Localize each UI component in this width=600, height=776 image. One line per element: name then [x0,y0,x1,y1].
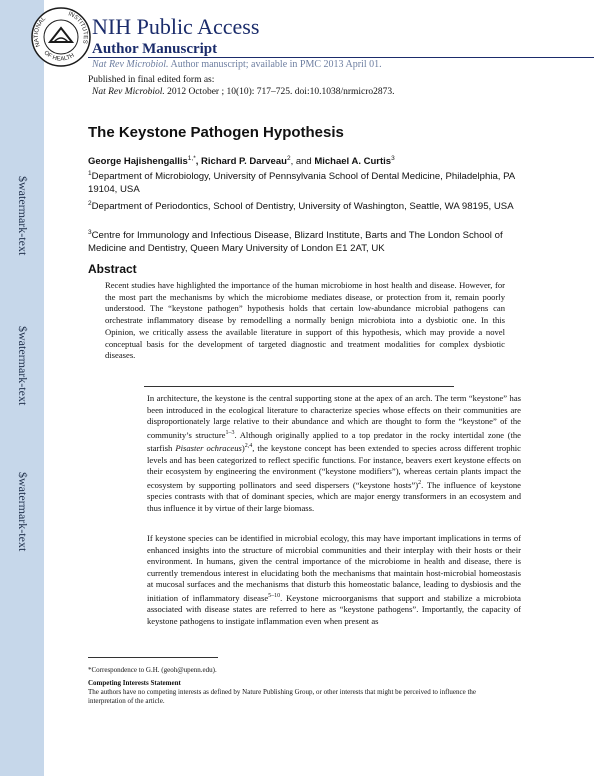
body-paragraph: In architecture, the keystone is the central supporting stone at the apex of an arch. The term “keystone” has been introduced in the ecological literature to characterize species whose effects on their communities are disproportionately large relative to their abundance and which are thought to form the “keystone” of the community’s structure$^{1-3}$. Although originally applied to a top predator in the rocky intertidal zone (the starfish Pisaster ochraceus)$^{2,4}$, the keystone concept has been extended to species across different trophic levels and has been categorized to reflect specific functions. For instance, beavers exert keystone effects on their ecosystem by engineering the environment (“keystone modifiers”), whereas certain plants impact the ecosystem by supporting pollinators and seed dispersers (“keystone hosts”)$^2$. The influence of keystone species contrasts with that of dominant species, which are major energy transformers in an ecosystem and thus influence it by virtue of their large biomass. [147,393,521,513]
body-paragraph: If keystone species can be identified in microbial ecology, this may have important implications in terms of enhanced insights into the structure of microbial communities and their interplay with their hosts or their environment. In humans, given the central importance of the microbiome in health and disease, there is currently tremendous interest in elucidating both the mechanisms that maintain host-microbial homeostasis at mucosal surfaces and the mechanisms that disturb this homeostatic balance, leading to dysbiosis and the initiation of inflammatory disease$^{5-10}$. Keystone microorganisms that support and stabilize a microbiota associated with disease states are referred to here as “keystone pathogens”. Importantly, the capacity of keystone pathogens to instigate inflammation even when present as [147,533,521,627]
watermark-text: $watermark-text [16,472,30,552]
affiliation: $^1$Department of Microbiology, University of Pennsylvania School of Dental Medicine, Philadelphia, PA 19104, USA [88,170,515,196]
competing-interests-text: The authors have no competing interests as defined by Nature Publishing Group, or other interests that might be perceived to influence the interpretation of the article. [88,688,477,705]
header-divider [88,57,594,58]
article-title: The Keystone Pathogen Hypothesis [88,124,344,141]
abstract-heading: Abstract [88,262,137,276]
footnote-divider [88,657,218,658]
watermark-text: $watermark-text [16,176,30,256]
logo-ring-text: OF HEALTH [42,50,76,63]
header-subtitle: Author Manuscript [92,41,218,57]
header-title: NIH Public Access [92,14,260,39]
section-divider [144,386,454,387]
nih-logo [30,6,92,68]
publication-details: Nat Rev Microbiol. 2012 October ; 10(10): 717–725. doi:10.1038/nrmicro2873. [92,87,395,97]
logo-ring-text: INSTITUTES [67,11,88,45]
author-list: George Hajishengallis$^{1,*}$, Richard P. Darveau$^2$, and Michael A. Curtis$^3$ [88,155,395,168]
header-citation: Nat Rev Microbiol. Author manuscript; available in PMC 2013 April 01. [92,59,382,70]
watermark-text: $watermark-text [16,326,30,406]
logo-ring-text: NATIONAL [33,15,48,48]
affiliation: $^2$Department of Periodontics, School of Dentistry, University of Washington, Seattle, WA 98195, USA [88,200,514,213]
competing-interests-heading: Competing Interests Statement [88,679,181,687]
abstract-text: Recent studies have highlighted the importance of the human microbiome in host health and disease. However, for the most part the mechanisms by which the microbiome mediates disease, or protection from it, remain poorly understood. The “keystone pathogen” hypothesis holds that certain low-abundance microbial pathogens can orchestrate inflammatory disease by remodelling a normally benign microbiota into a dysbiotic one. In this Opinion, we critically assess the available literature in support of this hypothesis, which may provide a novel conceptual basis for the development of targeted diagnostic and treatment modalities for complex dysbiotic diseases. [105,280,505,361]
publication-label: Published in final edited form as: [88,75,215,85]
watermark-sidebar [0,0,44,776]
correspondence-footnote: *Correspondence to G.H. (geoh@upenn.edu). [88,666,217,674]
affiliation: $^3$Centre for Immunology and Infectious Disease, Blizard Institute, Barts and The London School of Medicine and Dentistry, Queen Mary University of London E1 2AT, UK [88,229,503,255]
